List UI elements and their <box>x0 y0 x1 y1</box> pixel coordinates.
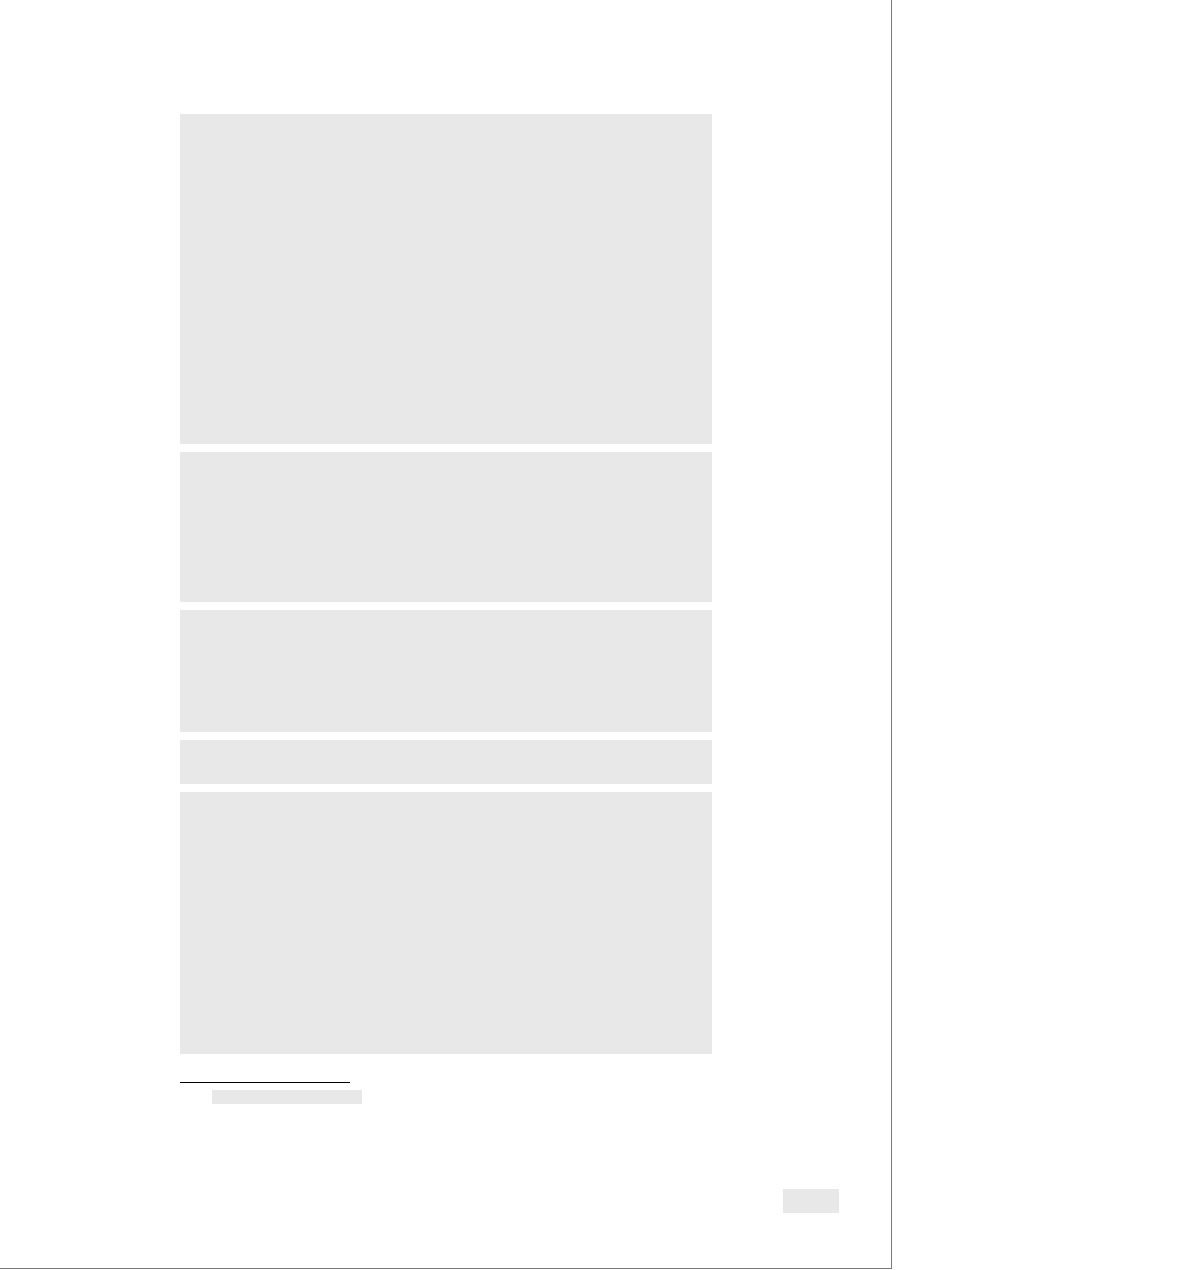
footnote-divider <box>180 1082 350 1083</box>
page-number <box>783 1189 839 1213</box>
paragraph <box>180 792 712 1054</box>
paragraph <box>180 740 712 784</box>
footnote <box>212 1090 362 1104</box>
paragraph <box>180 610 712 732</box>
paragraph <box>180 452 712 602</box>
paragraph <box>180 114 712 444</box>
body-text <box>180 114 712 1062</box>
